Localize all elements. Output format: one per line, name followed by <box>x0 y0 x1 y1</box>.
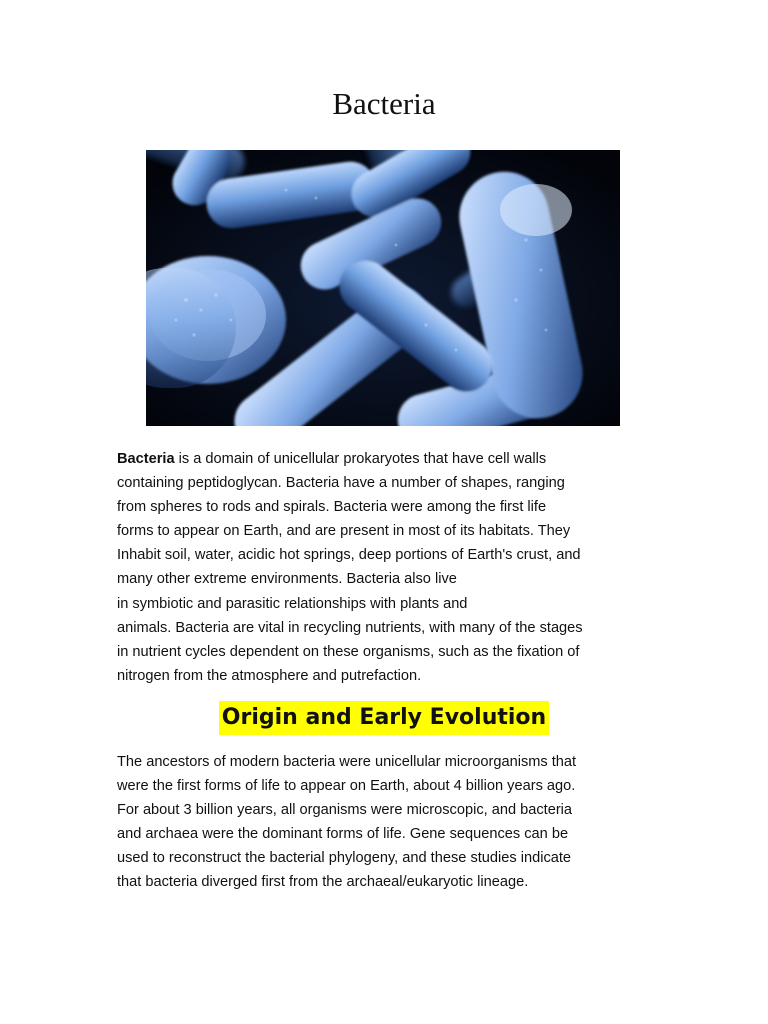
bacteria-illustration-svg <box>146 150 620 426</box>
evolution-line: For about 3 billion years, all organisms were microscopic, and bacteria <box>117 802 573 819</box>
evolution-line: that bacteria diverged first from the archaeal/eukaryotic lineage. <box>117 874 529 891</box>
intro-line: many other extreme environments. Bacteria also live <box>117 571 457 588</box>
bold-term: Bacteria <box>117 451 175 467</box>
intro-line: from spheres to rods and spirals. Bacteria were among the first life <box>117 499 547 516</box>
evolution-line: and archaea were the dominant forms of life. Gene sequences can be <box>117 826 569 843</box>
bacteria-illustration <box>146 150 620 426</box>
evolution-line: used to reconstruct the bacterial phylogeny, and these studies indicate <box>117 850 572 867</box>
section-heading: Origin and Early Evolution <box>219 701 549 735</box>
evolution-line: The ancestors of modern bacteria were unicellular microorganisms that <box>117 754 577 770</box>
intro-line: nitrogen from the atmosphere and putrefaction. <box>117 667 422 684</box>
page-title: Bacteria <box>332 86 436 121</box>
intro-line <box>117 447 657 471</box>
intro-line: containing peptidoglycan. Bacteria have a number of shapes, ranging <box>117 475 565 492</box>
intro-line: forms to appear on Earth, and are present in most of its habitats. They <box>117 523 571 540</box>
intro-line: animals. Bacteria are vital in recycling nutrients, with many of the stages <box>117 619 583 636</box>
intro-line: in nutrient cycles dependent on these organisms, such as the fixation of <box>117 643 580 660</box>
intro-line: Inhabit soil, water, acidic hot springs, deep portions of Earth's crust, and <box>117 547 581 564</box>
evolution-line: were the first forms of life to appear on Earth, about 4 billion years ago. <box>117 778 576 795</box>
intro-line: in symbiotic and parasitic relationships with plants and <box>117 595 468 612</box>
evolution-paragraph <box>117 750 657 895</box>
section-heading-wrap <box>0 701 768 735</box>
line-text: is a domain of unicellular prokaryotes that have cell walls <box>174 451 547 467</box>
intro-paragraph <box>117 447 657 688</box>
